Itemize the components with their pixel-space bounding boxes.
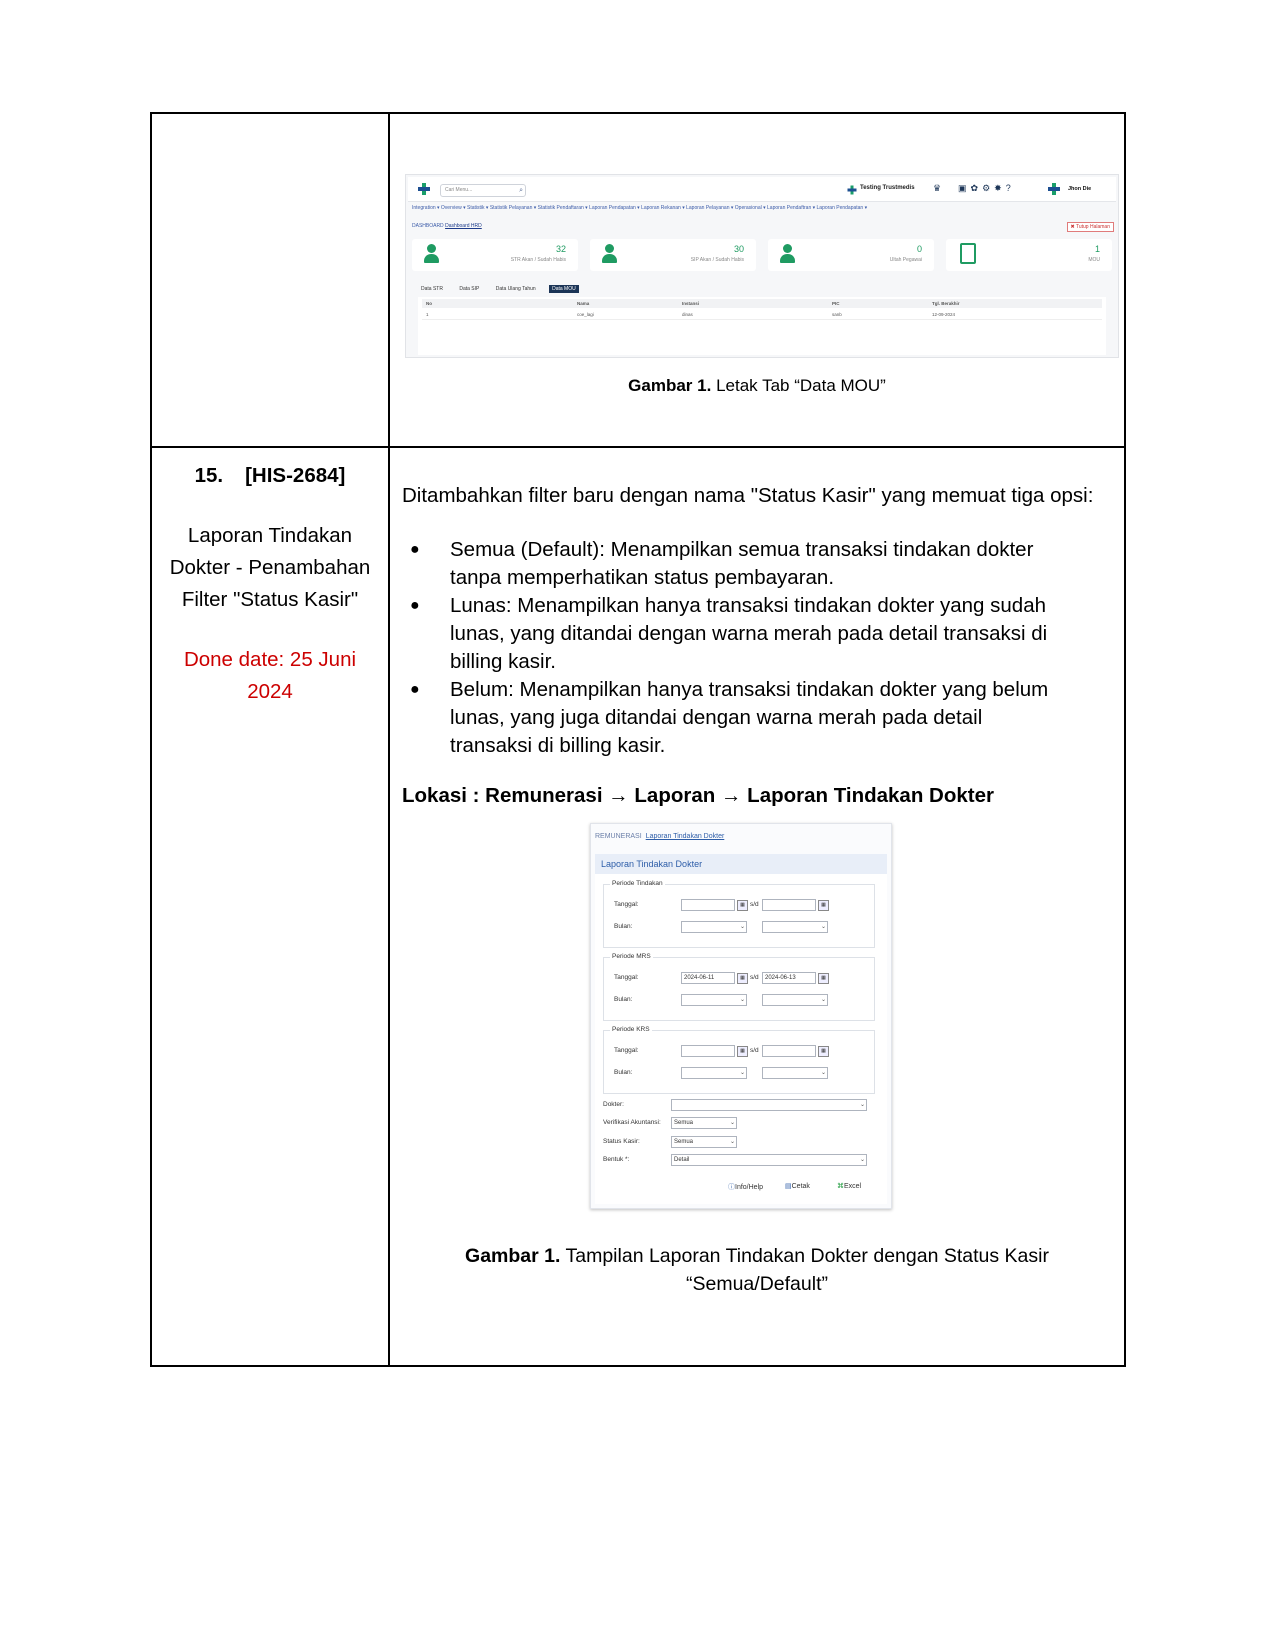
- caption-label: Gambar 1.: [628, 376, 712, 395]
- user-logo-icon: [1048, 183, 1060, 195]
- main-menu[interactable]: Integration ▾ Overview ▾ Statistik ▾ Statistik Pelayanan ▾ Statistik Pendaftaran ▾ Laporan Pendapatan ▾ Laporan Rekanan ▾ Laporan Pelayanan ▾ Operasional ▾ Laporan Pendaftran ▾ Laporan Pendapatan ▾: [412, 205, 868, 211]
- tanggal-from-input[interactable]: [681, 899, 735, 911]
- tanggal-from-input[interactable]: 2024-06-11: [681, 972, 735, 984]
- chevron-down-icon: ⌄: [739, 1070, 745, 1076]
- bulan-label: Bulan:: [614, 923, 633, 930]
- table-row[interactable]: [422, 310, 1102, 320]
- bentuk-value: Detail: [674, 1157, 690, 1163]
- chevron-down-icon: ⌄: [820, 997, 826, 1003]
- status-kasir-label: Status Kasir:: [603, 1138, 640, 1145]
- calendar-icon[interactable]: ▦: [818, 973, 829, 984]
- col-header-pic: PIC: [832, 301, 840, 306]
- search-icon: ⌕: [519, 187, 523, 194]
- settings-icon[interactable]: ✸: [994, 183, 1006, 193]
- chevron-down-icon: ⌄: [729, 1139, 735, 1145]
- tanggal-from-input[interactable]: [681, 1045, 735, 1057]
- range-separator: s/d: [750, 901, 759, 908]
- fieldset-legend: Periode KRS: [612, 1026, 650, 1033]
- toolbar-icons[interactable]: [958, 183, 1015, 194]
- cell-no: 1: [426, 312, 429, 317]
- tab-data-str[interactable]: Data STR: [421, 286, 443, 292]
- person-icon: [780, 244, 796, 266]
- cetak-label: Cetak: [791, 1183, 810, 1190]
- fieldset-periode-tindakan: [603, 880, 875, 948]
- bulan-to-select[interactable]: [762, 1067, 828, 1079]
- excel-label: Excel: [844, 1183, 862, 1190]
- verifikasi-select[interactable]: [671, 1117, 737, 1129]
- document-table: [150, 112, 1126, 1367]
- form-body: [595, 874, 887, 1204]
- tab-data-ulang-tahun[interactable]: Data Ulang Tahun: [495, 286, 536, 292]
- app-logo-icon: [418, 183, 430, 195]
- list-item-line: Semua (Default): Menampilkan semua transaksi tindakan dokter: [450, 538, 1034, 561]
- cell-pic: sanb: [832, 312, 842, 317]
- chevron-down-icon: ⌄: [820, 924, 826, 930]
- excel-icon: ⌘: [837, 1183, 844, 1190]
- calendar-icon[interactable]: ▦: [737, 973, 748, 984]
- ticket-id: [HIS-2684]: [245, 464, 346, 487]
- kpi-value: 32: [555, 244, 566, 254]
- breadcrumb-page[interactable]: Laporan Tindakan Dokter: [645, 833, 725, 840]
- col-header-tgl: Tgl. Berakhir: [932, 301, 960, 306]
- chevron-down-icon: ⌄: [820, 1070, 826, 1076]
- bullet-icon: ●: [410, 681, 420, 698]
- list-item-line: Lunas: Menampilkan hanya transaksi tindakan dokter yang sudah: [450, 594, 1047, 617]
- row2-content-cell: [390, 448, 1124, 1365]
- list-item: [410, 592, 1070, 676]
- kpi-card-sip[interactable]: [590, 239, 756, 271]
- person-icon: [424, 244, 440, 266]
- verifikasi-label: Verifikasi Akuntansi:: [603, 1119, 661, 1126]
- figure-caption: [390, 376, 1124, 396]
- info-icon: ⓘ: [728, 1184, 735, 1191]
- form-title: Laporan Tindakan Dokter: [595, 854, 887, 874]
- brand-name: Testing Trustmedis: [860, 185, 915, 191]
- fieldset-periode-mrs: [603, 953, 875, 1021]
- kpi-value: 0: [916, 244, 922, 254]
- cell-tgl: 12-09-2024: [932, 312, 956, 317]
- bulan-from-select[interactable]: [681, 994, 747, 1006]
- task-title: [152, 520, 388, 616]
- gear-icon[interactable]: ⚙: [982, 183, 995, 193]
- info-help-label: Info/Help: [735, 1184, 764, 1191]
- breadcrumb-root[interactable]: DASHBOARD: [412, 223, 444, 229]
- done-date-line: Done date: 25 Juni: [183, 648, 357, 671]
- tanggal-to-input[interactable]: 2024-06-13: [762, 972, 816, 984]
- tanggal-label: Tanggal:: [614, 1047, 639, 1054]
- intro-paragraph: Ditambahkan filter baru dengan nama "Status Kasir" yang memuat tiga opsi:: [402, 484, 1094, 507]
- option-list: [410, 536, 1070, 760]
- breadcrumb: [595, 833, 724, 840]
- row2-task-cell: [152, 448, 388, 1365]
- caption-text: Tampilan Laporan Tindakan Dokter dengan Status Kasir: [565, 1245, 1049, 1267]
- chevron-down-icon: ⌄: [859, 1102, 865, 1108]
- task-title-line: Filter "Status Kasir": [181, 588, 359, 611]
- list-item-line: transaksi di billing kasir.: [450, 734, 666, 757]
- tanggal-to-input[interactable]: [762, 1045, 816, 1057]
- printer-icon: ▤: [785, 1183, 792, 1190]
- chevron-down-icon: ⌄: [739, 997, 745, 1003]
- range-separator: s/d: [750, 1047, 759, 1054]
- kpi-label: Ultah Pegawai: [889, 257, 922, 263]
- crown-icon[interactable]: ♛: [933, 183, 942, 193]
- chevron-down-icon: ⌄: [859, 1157, 865, 1163]
- list-item-line: tanpa memperhatikan status pembayaran.: [450, 566, 835, 589]
- menu-search-input[interactable]: [440, 184, 526, 197]
- breadcrumb-page[interactable]: Dashboard HRD: [445, 223, 482, 229]
- kpi-card-mou[interactable]: [946, 239, 1112, 271]
- status-kasir-value: Semua: [674, 1139, 694, 1145]
- report-form-screenshot: [590, 823, 892, 1209]
- kpi-card-birthday[interactable]: [768, 239, 934, 271]
- fieldset-periode-krs: [603, 1026, 875, 1094]
- col-header-instansi: Instansi: [682, 301, 700, 306]
- col-header-nama: Nama: [577, 301, 590, 306]
- bulan-to-select[interactable]: [762, 994, 828, 1006]
- list-item-line: Belum: Menampilkan hanya transaksi tindakan dokter yang belum: [450, 678, 1049, 701]
- tanggal-label: Tanggal:: [614, 901, 639, 908]
- tanggal-label: Tanggal:: [614, 974, 639, 981]
- cell-nama: coe_lagi: [577, 312, 594, 317]
- trash-icon[interactable]: ▣: [958, 183, 971, 193]
- breadcrumb: [412, 223, 482, 229]
- bentuk-select[interactable]: [671, 1154, 867, 1166]
- brand-logo-icon: [848, 186, 857, 195]
- bulan-from-select[interactable]: [681, 1067, 747, 1079]
- top-bar: [408, 177, 1116, 202]
- bullet-icon: ●: [410, 597, 420, 614]
- caption-text-line2: “Semua/Default”: [686, 1273, 828, 1295]
- bulan-to-select[interactable]: [762, 921, 828, 933]
- dashboard-screenshot: [405, 174, 1119, 358]
- bentuk-label: Bentuk *:: [603, 1156, 630, 1163]
- chevron-down-icon: ⌄: [729, 1120, 735, 1126]
- list-item: [410, 536, 1070, 592]
- close-page-button[interactable]: ✖ Tutup Halaman: [1067, 222, 1115, 232]
- location-path: Lokasi : Remunerasi → Laporan → Laporan Tindakan Dokter: [402, 784, 994, 807]
- dokter-label: Dokter:: [603, 1101, 624, 1108]
- chevron-down-icon: ⌄: [739, 924, 745, 930]
- kpi-value: 30: [733, 244, 744, 254]
- bulan-label: Bulan:: [614, 996, 633, 1003]
- mou-table: [418, 297, 1106, 355]
- kpi-card-str[interactable]: [412, 239, 578, 271]
- info-help-button[interactable]: [728, 1182, 763, 1192]
- list-item-line: lunas, yang juga ditandai dengan warna merah pada detail: [450, 706, 983, 729]
- row1-content-cell: [390, 114, 1124, 446]
- calendar-icon[interactable]: ▦: [737, 1046, 748, 1057]
- kpi-label: MOU: [1088, 257, 1100, 263]
- kpi-label: STR Akan / Sudah Habis: [510, 257, 566, 263]
- tab-bar: [418, 285, 588, 293]
- fieldset-legend: Periode MRS: [612, 953, 651, 960]
- verifikasi-value: Semua: [674, 1120, 694, 1126]
- caption-text: Letak Tab “Data MOU”: [716, 376, 886, 395]
- dokter-select[interactable]: [671, 1099, 867, 1111]
- tab-data-sip[interactable]: Data SIP: [459, 286, 480, 292]
- breadcrumb-root[interactable]: REMUNERASI: [595, 833, 642, 840]
- fieldset-legend: Periode Tindakan: [612, 880, 663, 887]
- task-title-line: Laporan Tindakan: [187, 524, 353, 547]
- clipboard-icon: [960, 243, 976, 264]
- done-date: [152, 644, 388, 708]
- kpi-label: SIP Akan / Sudah Habis: [690, 257, 744, 263]
- person-icon: [602, 244, 618, 266]
- col-header-no: No: [426, 301, 432, 306]
- task-heading: [152, 460, 388, 492]
- user-name[interactable]: Jhon Die: [1068, 186, 1092, 192]
- range-separator: s/d: [750, 974, 759, 981]
- calendar-icon[interactable]: ▦: [818, 1046, 829, 1057]
- bullet-icon: ●: [410, 541, 420, 558]
- status-kasir-select[interactable]: [671, 1136, 737, 1148]
- excel-button[interactable]: [837, 1182, 861, 1190]
- task-title-line: Dokter - Penambahan: [169, 556, 371, 579]
- help-icon[interactable]: ?: [1005, 183, 1015, 193]
- caption-label: Gambar 1.: [465, 1245, 561, 1267]
- cetak-button[interactable]: [785, 1182, 810, 1190]
- bulan-label: Bulan:: [614, 1069, 633, 1076]
- kpi-value: 1: [1094, 244, 1100, 254]
- tanggal-to-input[interactable]: [762, 899, 816, 911]
- calendar-icon[interactable]: ▦: [737, 900, 748, 911]
- gift-icon[interactable]: ✿: [970, 183, 983, 193]
- list-item: [410, 676, 1070, 760]
- table-header: [422, 299, 1102, 308]
- figure-caption: [390, 1242, 1124, 1298]
- task-number: 15.: [194, 464, 224, 487]
- bulan-from-select[interactable]: [681, 921, 747, 933]
- cell-instansi: dinas: [682, 312, 693, 317]
- list-item-line: lunas, yang ditandai dengan warna merah pada detail transaksi di: [450, 622, 1048, 645]
- search-placeholder: Cari Menu...: [445, 187, 473, 193]
- calendar-icon[interactable]: ▦: [818, 900, 829, 911]
- tab-data-mou[interactable]: Data MOU: [549, 285, 579, 293]
- list-item-line: billing kasir.: [450, 650, 556, 673]
- done-date-line: 2024: [247, 680, 293, 703]
